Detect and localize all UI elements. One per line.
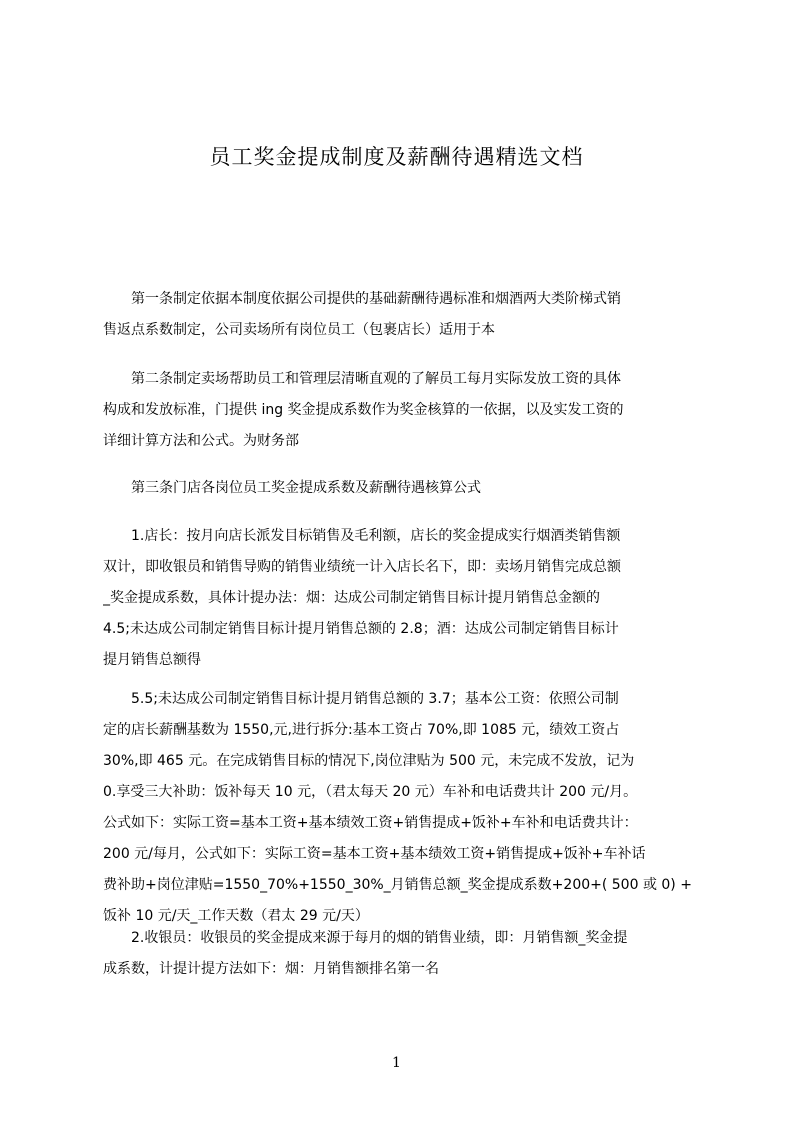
text-line: 成系数，计提计提方法如下：烟：月销售额排名第一名 (103, 961, 439, 977)
text-line: 1.店长：按月向店长派发目标销售及毛利额，店长的奖金提成实行烟酒类销售额 (103, 528, 621, 544)
text-line: 饭补 10 元/天_工作天数（君太 29 元/天） (103, 908, 369, 924)
paragraph-article-1 (103, 284, 703, 346)
text-line: 30%,即 465 元。在完成销售目标的情况下,岗位津贴为 500 元，未完成不发放，记为 (103, 753, 635, 769)
text-line: 双计，即收银员和销售导购的销售业绩统一计入店长名下，即：卖场月销售完成总额 (103, 559, 621, 575)
text-line: 4.5;未达成公司制定销售目标计提月销售总额的 2.8；酒：达成公司制定销售目标计 (103, 621, 619, 637)
text-line: 第三条门店各岗位员工奖金提成系数及薪酬待遇核算公式 (103, 480, 481, 496)
paragraph-article-2 (103, 364, 703, 457)
text-line: 详细计算方法和公式。为财务部 (103, 433, 299, 449)
text-line: 200 元/每月，公式如下：实际工资=基本工资+基本绩效工资+销售提成+饭补+车补话 (103, 846, 646, 862)
text-line: 定的店长薪酬基数为 1550,元,进行拆分:基本工资占 70%,即 1085 元，绩效工资占 (103, 722, 620, 738)
paragraph-store-manager (103, 521, 703, 676)
text-line: _奖金提成系数，具体计提办法：烟：达成公司制定销售目标计提月销售总金额的 (103, 590, 600, 606)
text-line: 2.收银员：收银员的奖金提成来源于每月的烟的销售业绩，即：月销售额_奖金提 (103, 930, 628, 946)
paragraph-cashier (103, 923, 703, 985)
paragraph-article-3 (103, 473, 703, 504)
paragraph-salary-formula (103, 684, 703, 932)
text-line: 0.享受三大补助：饭补每天 10 元，（君太每天 20 元）车补和电话费共计 200 元/月。 (103, 784, 638, 800)
text-line: 费补助+岗位津贴=1550_70%+1550_30%_月销售总额_奖金提成系数+200+( 500 或 0) + (103, 877, 692, 893)
text-line: 第二条制定卖场帮助员工和管理层清晰直观的了解员工每月实际发放工资的具体 (103, 371, 621, 387)
text-line: 售返点系数制定，公司卖场所有岗位员工（包裹店长）适用于本 (103, 322, 495, 338)
document-title: 员工奖金提成制度及薪酬待遇精选文档 (209, 145, 584, 169)
text-line: 5.5;未达成公司制定销售目标计提月销售总额的 3.7；基本公工资：依照公司制 (103, 691, 619, 707)
text-line: 提月销售总额得 (103, 652, 201, 668)
text-line: 公式如下：实际工资=基本工资+基本绩效工资+销售提成+饭补+车补和电话费共计： (103, 815, 638, 831)
page-number: 1 (392, 1055, 401, 1071)
text-line: 第一条制定依据本制度依据公司提供的基础薪酬待遇标准和烟酒两大类阶梯式销 (103, 291, 621, 307)
text-line: 构成和发放标准，门提供 ing 奖金提成系数作为奖金核算的一依据，以及实发工资的 (103, 402, 624, 418)
